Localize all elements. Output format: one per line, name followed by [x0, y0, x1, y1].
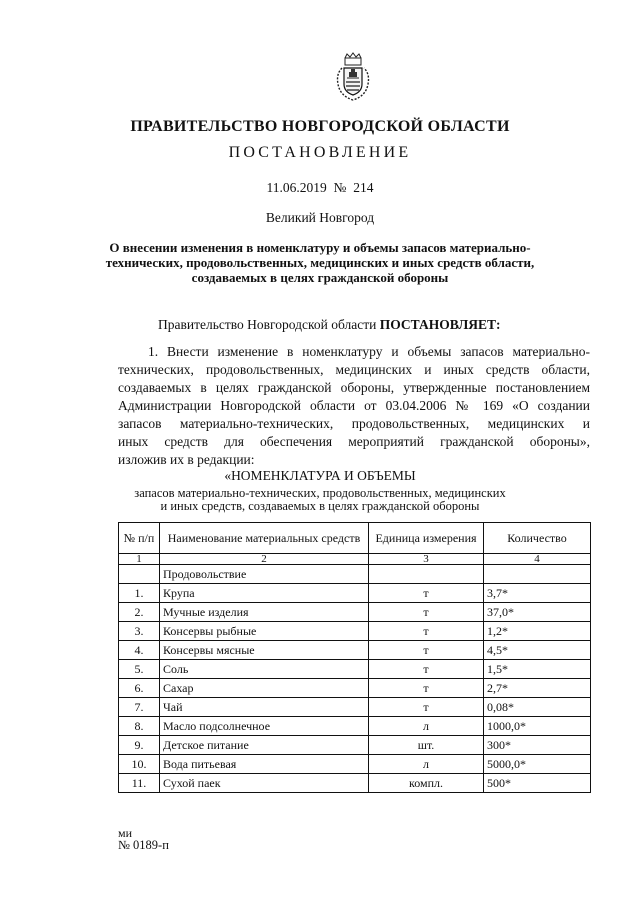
- table-row: [119, 584, 591, 603]
- subject-line: О внесении изменения в номенклатуру и объемы запасов материально-: [109, 240, 531, 255]
- document-type: ПОСТАНОВЛЕНИЕ: [228, 144, 412, 161]
- section-title: Продовольствие: [160, 565, 369, 584]
- row-quantity: 1,2*: [484, 622, 591, 641]
- paragraph-line: Администрации Новгородской области от 03.04.2006 № 169 «О создании: [118, 398, 590, 413]
- table-row: [119, 717, 591, 736]
- row-number: 2.: [119, 603, 160, 622]
- row-quantity: 500*: [484, 774, 591, 793]
- row-quantity: 1000,0*: [484, 717, 591, 736]
- table-row: [119, 641, 591, 660]
- row-name: Сахар: [160, 679, 369, 698]
- row-quantity: 4,5*: [484, 641, 591, 660]
- table-row: [119, 660, 591, 679]
- row-number: 6.: [119, 679, 160, 698]
- row-quantity: 300*: [484, 736, 591, 755]
- row-quantity: 1,5*: [484, 660, 591, 679]
- city: Великий Новгород: [265, 210, 375, 225]
- row-unit: компл.: [369, 774, 484, 793]
- subject-line: создаваемых в целях гражданской обороны: [191, 270, 449, 285]
- row-unit: т: [369, 603, 484, 622]
- row-quantity: 5000,0*: [484, 755, 591, 774]
- table-row: [119, 774, 591, 793]
- row-name: Детское питание: [160, 736, 369, 755]
- organization-title: ПРАВИТЕЛЬСТВО НОВГОРОДСКОЙ ОБЛАСТИ: [130, 118, 510, 135]
- paragraph-1: [118, 343, 590, 469]
- section-row: [119, 565, 591, 584]
- row-number: 9.: [119, 736, 160, 755]
- row-number: 8.: [119, 717, 160, 736]
- row-unit: т: [369, 641, 484, 660]
- paragraph-line: 1. Внести изменение в номенклатуру и объемы запасов материально-: [148, 344, 590, 359]
- date-number-line: [0, 180, 640, 196]
- column-number: 3: [369, 554, 484, 565]
- row-number: 5.: [119, 660, 160, 679]
- row-name: Консервы рыбные: [160, 622, 369, 641]
- row-number: 4.: [119, 641, 160, 660]
- header-unit: Единица измерения: [369, 523, 484, 554]
- annex-title: «НОМЕНКЛАТУРА И ОБЪЕМЫ: [224, 468, 416, 483]
- row-unit: т: [369, 622, 484, 641]
- nomenclature-table: [118, 522, 591, 793]
- paragraph-line: создаваемых в целях гражданской обороны, утвержденные постановлением: [118, 380, 590, 395]
- table-row: [119, 736, 591, 755]
- document-number: 214: [353, 180, 374, 195]
- row-number: 1.: [119, 584, 160, 603]
- row-name: Чай: [160, 698, 369, 717]
- table-row: [119, 622, 591, 641]
- annex-subtitle: [0, 487, 640, 513]
- row-quantity: 2,7*: [484, 679, 591, 698]
- column-number: 2: [160, 554, 369, 565]
- row-name: Сухой паек: [160, 774, 369, 793]
- coat-of-arms-icon: [330, 52, 376, 102]
- row-name: Вода питьевая: [160, 755, 369, 774]
- row-unit: т: [369, 698, 484, 717]
- row-number: 7.: [119, 698, 160, 717]
- paragraph-line: иных средств для обеспечения мероприятий гражданской обороны»,: [118, 434, 590, 449]
- header-quantity: Количество: [484, 523, 591, 554]
- row-number: 11.: [119, 774, 160, 793]
- table-row: [119, 603, 591, 622]
- row-name: Крупа: [160, 584, 369, 603]
- table-row: [119, 698, 591, 717]
- row-unit: т: [369, 584, 484, 603]
- header-name: Наименование материальных средств: [160, 523, 369, 554]
- row-unit: л: [369, 755, 484, 774]
- row-number: 3.: [119, 622, 160, 641]
- subject-line: технических, продовольственных, медицинских и иных средств области,: [105, 255, 535, 270]
- row-name: Мучные изделия: [160, 603, 369, 622]
- intro-text: Правительство Новгородской области: [158, 317, 377, 332]
- intro-verb: ПОСТАНОВЛЯЕТ:: [379, 317, 501, 332]
- document-reference: № 0189-п: [118, 838, 169, 852]
- column-number: 4: [484, 554, 591, 565]
- paragraph-line: запасов материально-технических, продовольственных, медицинских и: [118, 416, 590, 431]
- document-date: 11.06.2019: [266, 180, 327, 195]
- table-body: [119, 584, 591, 793]
- row-quantity: 3,7*: [484, 584, 591, 603]
- number-sign: №: [333, 180, 347, 195]
- table-header-row: [119, 523, 591, 554]
- table-row: [119, 755, 591, 774]
- row-unit: т: [369, 679, 484, 698]
- row-quantity: 37,0*: [484, 603, 591, 622]
- paragraph-line: технических, продовольственных, медицинских и иных средств области,: [118, 362, 590, 377]
- annex-subtitle-line: запасов материально-технических, продовольственных, медицинских: [134, 486, 506, 500]
- resolution-intro: [158, 317, 501, 333]
- document-subject: [0, 240, 640, 285]
- row-name: Масло подсолнечное: [160, 717, 369, 736]
- paragraph-line: изложив их в редакции:: [118, 452, 255, 467]
- column-number: 1: [119, 554, 160, 565]
- row-unit: л: [369, 717, 484, 736]
- header-number: № п/п: [119, 523, 160, 554]
- row-quantity: 0,08*: [484, 698, 591, 717]
- row-name: Соль: [160, 660, 369, 679]
- row-name: Консервы мясные: [160, 641, 369, 660]
- annex-subtitle-line: и иных средств, создаваемых в целях гражданской обороны: [160, 499, 480, 513]
- row-unit: т: [369, 660, 484, 679]
- executor-initials: ми: [118, 826, 133, 840]
- row-unit: шт.: [369, 736, 484, 755]
- table-row: [119, 679, 591, 698]
- column-number-row: [119, 554, 591, 565]
- row-number: 10.: [119, 755, 160, 774]
